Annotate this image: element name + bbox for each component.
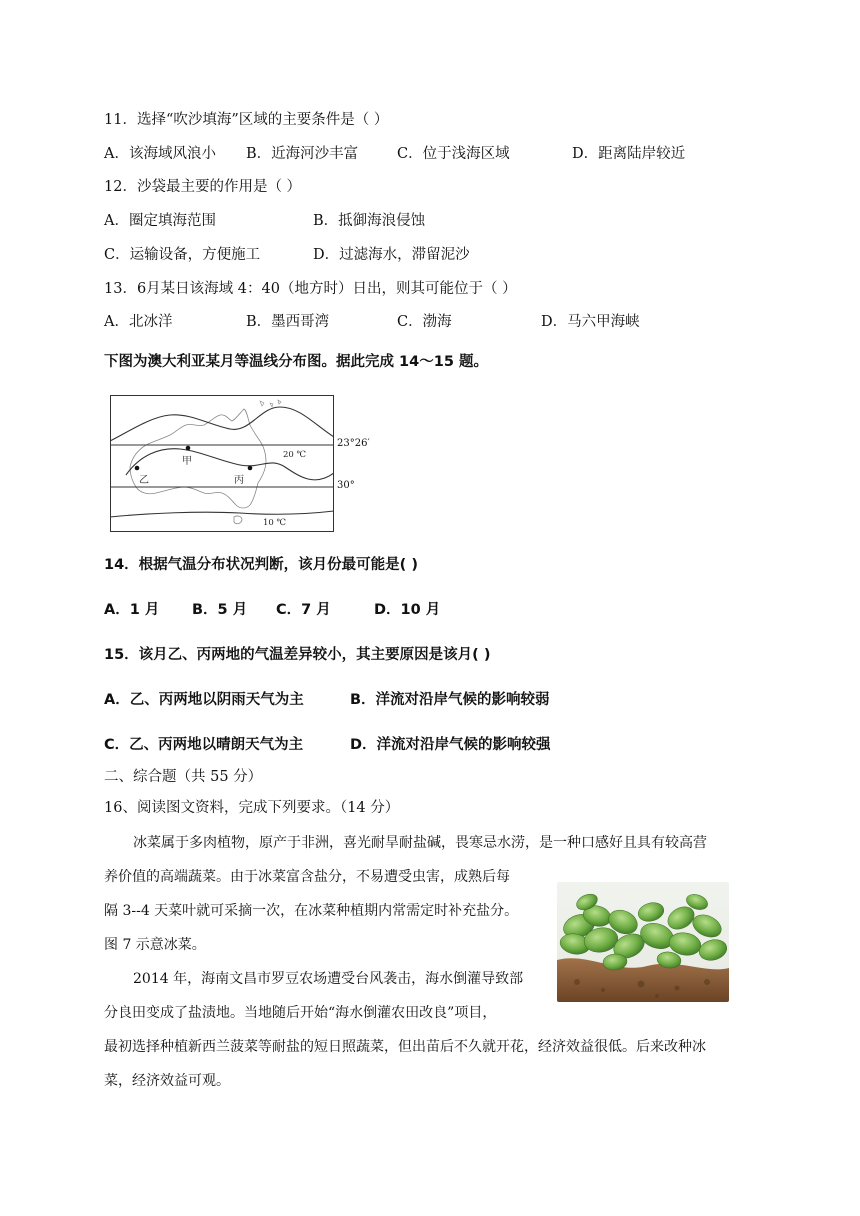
section-2-heading: 二、综合题（共 55 分）: [104, 769, 263, 785]
q16-para2-line1: 2014 年，海南文昌市罗豆农场遭受台风袭击，海水倒灌导致部: [133, 971, 524, 987]
q15-option-b: B．洋流对沿岸气候的影响较弱: [350, 692, 550, 708]
q15-option-d: D．洋流对沿岸气候的影响较强: [350, 737, 551, 753]
q12-option-d: D．过滤海水，滞留泥沙: [313, 247, 470, 263]
q12-option-a: A．圈定填海范围: [104, 213, 216, 229]
q16-para1-line2: 养价值的高端蔬菜。由于冰菜富含盐分，不易遭受虫害，成熟后每: [104, 869, 510, 885]
question-15-stem: 15．该月乙、丙两地的气温差异较小，其主要原因是该月( ): [104, 647, 491, 663]
q11-option-c: C．位于浅海区域: [397, 146, 510, 162]
q12-option-b: B．抵御海浪侵蚀: [313, 213, 426, 229]
australia-isotherm-map: [110, 395, 334, 532]
question-14-stem: 14．根据气温分布状况判断，该月份最可能是( ): [104, 557, 418, 573]
point-jia: [186, 446, 191, 451]
q16-para2-line2: 分良田变成了盐渍地。当地随后开始“海水倒灌农田改良”项目，: [104, 1005, 497, 1021]
label-jia: 甲: [182, 456, 192, 467]
q13-option-d: D．马六甲海峡: [541, 314, 640, 330]
q11-option-d: D．距离陆岸较近: [572, 146, 686, 162]
label-bing: 丙: [234, 475, 244, 486]
q16-para1-line4: 图 7 示意冰菜。: [104, 937, 206, 953]
q16-para1-line1: 冰菜属于多肉植物，原产于非洲，喜光耐旱耐盐碱，畏寒忌水涝，是一种口感好且具有较高营: [133, 835, 707, 851]
question-13-stem: 13．6月某日该海域 4：40（地方时）日出，则其可能位于（ ）: [104, 281, 517, 297]
question-16-stem: 16、阅读图文资料，完成下列要求。（14 分）: [104, 800, 400, 816]
ice-plant-photo: [557, 882, 729, 1002]
q13-option-c: C．渤海: [397, 314, 452, 330]
q16-para1-line3: 隔 3--4 天菜叶就可采摘一次，在冰菜种植期内常需定时补充盐分。: [104, 903, 519, 919]
q16-para2-line3: 最初选择种植新西兰菠菜等耐盐的短日照蔬菜，但出苗后不久就开花，经济效益很低。后来改种冰: [104, 1039, 706, 1055]
q14-option-b: B．5 月: [192, 602, 248, 618]
q12-option-c: C．运输设备，方便施工: [104, 247, 261, 263]
q15-option-c: C．乙、丙两地以晴朗天气为主: [104, 737, 304, 753]
q14-option-d: D．10 月: [374, 602, 441, 618]
label-lat-30: 30°: [337, 480, 355, 491]
label-lat-23-26: 23°26′: [337, 438, 370, 449]
q16-para2-line4: 菜，经济效益可观。: [104, 1073, 230, 1089]
label-iso10: 10 ℃: [263, 518, 287, 528]
q11-option-a: A．该海域风浪小: [104, 146, 216, 162]
label-iso20: 20 ℃: [283, 450, 307, 460]
point-yi: [135, 466, 140, 471]
question-11-stem: 11．选择“吹沙填海”区域的主要条件是（ ）: [104, 112, 389, 128]
intro-14-15: 下图为澳大利亚某月等温线分布图。据此完成 14～15 题。: [104, 354, 488, 370]
q13-option-b: B．墨西哥湾: [246, 314, 330, 330]
label-yi: 乙: [139, 475, 149, 486]
q11-option-b: B．近海河沙丰富: [246, 146, 359, 162]
q15-option-a: A．乙、丙两地以阴雨天气为主: [104, 692, 304, 708]
q14-option-c: C．7 月: [276, 602, 331, 618]
question-12-stem: 12．沙袋最主要的作用是（ ）: [104, 179, 302, 195]
q13-option-a: A．北冰洋: [104, 314, 173, 330]
point-bing: [248, 466, 253, 471]
q14-option-a: A．1 月: [104, 602, 160, 618]
